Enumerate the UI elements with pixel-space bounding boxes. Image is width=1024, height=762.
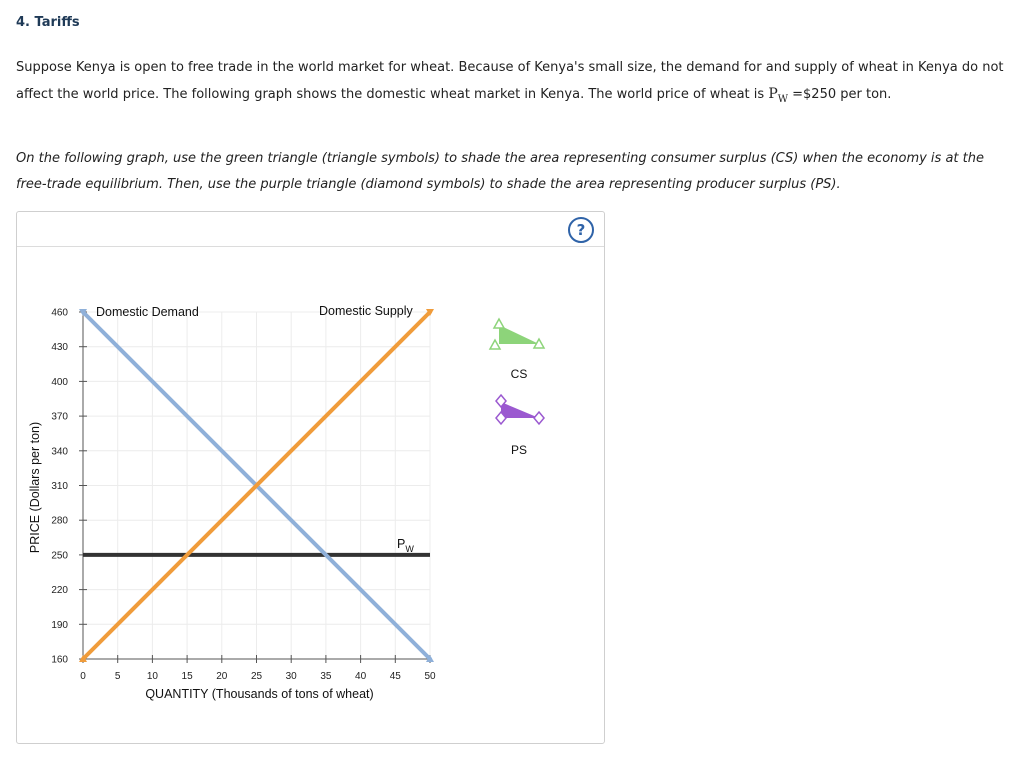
y-tick-label: 310 <box>51 481 68 492</box>
ps-label: PS <box>510 443 528 457</box>
y-tick-label: 400 <box>51 376 68 388</box>
y-tick-label: 280 <box>51 515 68 527</box>
x-tick-label: 20 <box>216 671 228 682</box>
x-tick-label: 25 <box>250 671 263 682</box>
y-tick-label: 460 <box>51 307 68 319</box>
x-tick-label: 50 <box>424 671 436 682</box>
x-tick-label: 5 <box>114 671 121 682</box>
x-tick-label: 0 <box>80 671 86 682</box>
y-tick-label: 340 <box>51 446 68 458</box>
y-tick-label: 370 <box>51 411 68 423</box>
world-price-symbol: $P_W$ <box>768 86 789 105</box>
supply-label: Domestic Supply <box>319 304 413 318</box>
y-tick-label: 430 <box>51 342 68 354</box>
x-tick-label: 30 <box>285 671 297 682</box>
x-tick-label: 45 <box>389 671 401 682</box>
cs-triangle-tool[interactable] <box>490 319 544 349</box>
y-tick-label: 250 <box>51 550 68 562</box>
graph-panel <box>16 211 605 744</box>
x-tick-label: 15 <box>181 671 193 682</box>
world-price-label: $P_W$ <box>397 536 414 554</box>
y-tick-label: 190 <box>51 619 68 631</box>
world-price-value: =$250 per ton. <box>788 87 892 102</box>
supply-demand-chart <box>17 212 604 743</box>
y-axis-title: PRICE (Dollars per ton) <box>28 421 42 554</box>
question-title: 4. Tariffs <box>16 15 80 30</box>
x-axis-title: QUANTITY (Thousands of tons of wheat) <box>145 687 374 701</box>
cs-label: CS <box>510 367 528 381</box>
demand-label: Domestic Demand <box>96 305 199 319</box>
x-tick-label: 10 <box>146 671 158 682</box>
y-tick-label: 160 <box>51 654 68 666</box>
help-icon[interactable]: ? <box>568 217 594 243</box>
intro-text: Suppose Kenya is open to free trade in the world market for wheat. Because of Kenya's small size, the demand for and supply of wheat in Kenya do not affect the world price. The following graph shows the domestic wheat market in Kenya. The world price of wheat is <box>16 60 1004 102</box>
x-tick-label: 35 <box>320 671 332 682</box>
ps-triangle-tool[interactable] <box>496 395 544 424</box>
instructions-paragraph: On the following graph, use the green triangle (triangle symbols) to shade the area representing consumer surplus (CS) when the economy is at the free-trade equilibrium. Then, use the purple triangle (diamond symbols) to shade the area representing producer surplus (PS). <box>16 151 984 192</box>
intro-paragraph <box>16 55 1006 113</box>
y-tick-label: 220 <box>51 585 68 597</box>
x-tick-label: 40 <box>355 671 367 682</box>
